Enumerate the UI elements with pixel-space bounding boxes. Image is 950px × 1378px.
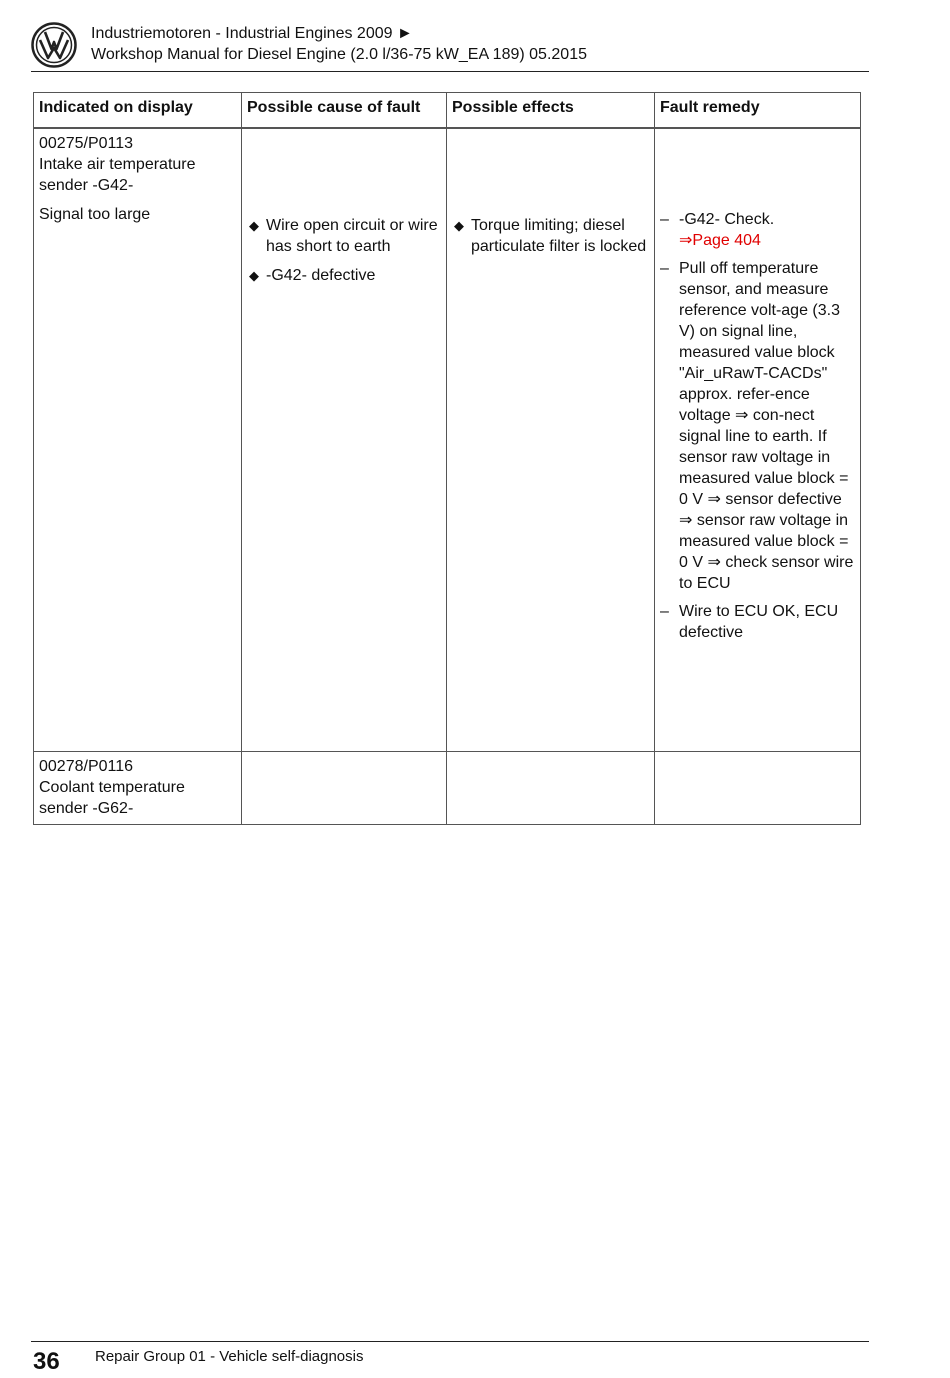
indicated-cell [34, 752, 242, 825]
indicated-cell [34, 128, 242, 752]
cause-cell [242, 128, 447, 752]
component-name: sender -G42- [39, 177, 134, 194]
effects-cell [447, 128, 655, 752]
fault-table [33, 92, 861, 825]
manual-title: Workshop Manual for Diesel Engine (2.0 l/36-75 kW_EA 189) 05.2015 [91, 46, 587, 63]
diamond-bullet-icon: ◆ [249, 218, 259, 233]
effects-cell [447, 752, 655, 825]
page-number: 36 [33, 1348, 60, 1375]
diamond-bullet-icon: ◆ [454, 218, 464, 233]
fault-code: 00278/P0116 [39, 758, 134, 775]
remedy-cell [655, 128, 861, 752]
component-name: Coolant temperature [39, 779, 185, 796]
dash-marker: – [660, 260, 669, 277]
table-row [34, 128, 861, 752]
table-header-row [34, 93, 861, 129]
column-header-cause: Possible cause of fault [242, 93, 447, 129]
remedy-item: – Wire to ECU OK, ECU defective [660, 603, 839, 641]
remedy-item: – Pull off temperature sensor, and measure reference volt-age (3.3 V) on signal line, measured value block "Air_uRawT-CACDs" approx. refer-ence voltage ⇒ con-nect signal line to earth. If sensor raw voltage in measured value block = 0 V ⇒ sensor defective ⇒ sensor raw voltage in measured value block = 0 V ⇒ check sensor wire to ECU [660, 260, 854, 592]
cause-cell [242, 752, 447, 825]
component-name: Intake air temperature [39, 156, 196, 173]
manual-series-title: Industriemotoren - Industrial Engines 2009 ► [91, 25, 413, 42]
dash-marker: – [660, 603, 669, 620]
vw-logo-icon [31, 22, 77, 68]
diamond-bullet-icon: ◆ [249, 268, 259, 283]
header-rule [31, 71, 869, 72]
component-name: sender -G62- [39, 800, 134, 817]
fault-condition: Signal too large [39, 206, 151, 223]
column-header-effects: Possible effects [447, 93, 655, 129]
fault-code: 00275/P0113 [39, 135, 134, 152]
remedy-cell [655, 752, 861, 825]
cause-item: ◆ Wire open circuit or wire has short to earth [249, 217, 438, 255]
footer-rule [31, 1341, 869, 1342]
table-row [34, 752, 861, 825]
effect-item: ◆ Torque limiting; diesel particulate filter is locked [454, 217, 647, 255]
remedy-item: – -G42- Check. ⇒Page 404 [660, 211, 775, 249]
page-404-link[interactable]: ⇒Page 404 [679, 232, 761, 249]
cause-item: ◆ -G42- defective [249, 267, 376, 284]
column-header-indicated: Indicated on display [34, 93, 242, 129]
dash-marker: – [660, 211, 669, 228]
footer-text: Repair Group 01 - Vehicle self-diagnosis [95, 1348, 364, 1365]
column-header-remedy: Fault remedy [655, 93, 861, 129]
